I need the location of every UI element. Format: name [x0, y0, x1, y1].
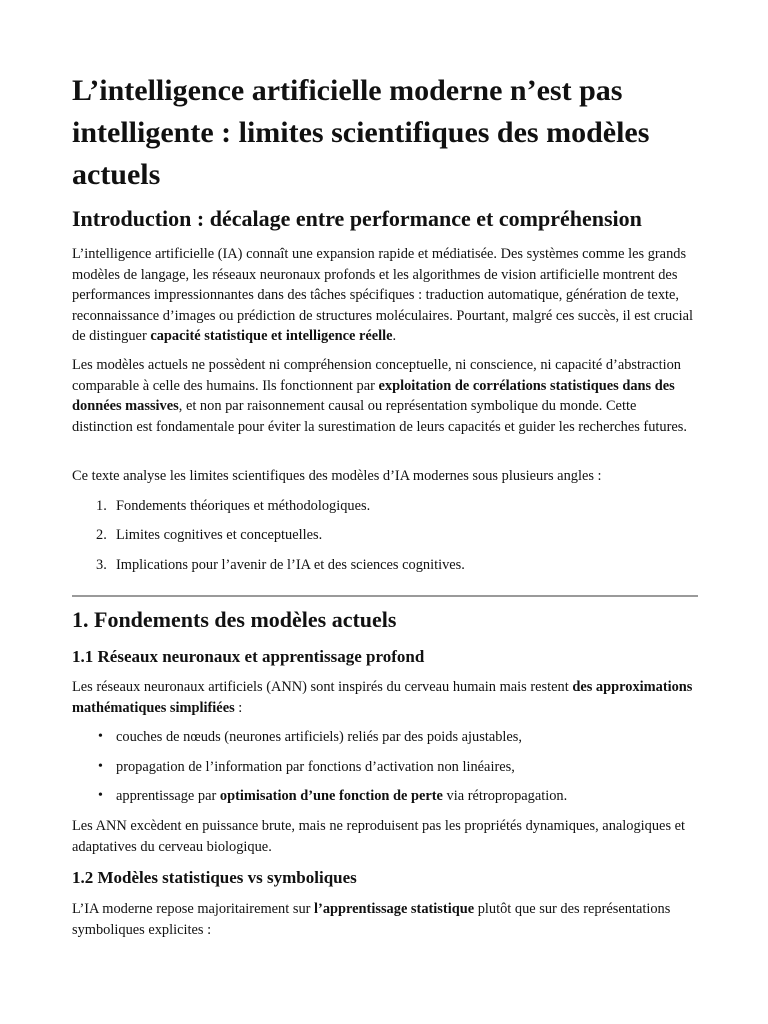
- list-item-text: Limites cognitives et conceptuelles.: [116, 527, 323, 543]
- intro-heading: Introduction : décalage entre performance et compréhension: [72, 206, 642, 231]
- intro-p1-text: L’intelligence artificielle (IA) connaît une expansion rapide et médiatisée. Des systèmes comme les grands modèles de langage, les réseaux neuronaux profonds et les algorithmes de vision artificielle montrent des performances impressionnantes dans des tâches spécifiques : traduction automatique, génération de texte, reconnaissance d’images ou prédiction de structures moléculaires. Pourtant, malgré ces succès, il est crucial de distinguer: [72, 246, 693, 345]
- intro-paragraph-2: [72, 355, 698, 437]
- section-1-2-heading: 1.2 Modèles statistiques vs symboliques: [72, 868, 357, 887]
- s11-p1-before: Les réseaux neuronaux artificiels (ANN) sont inspirés du cerveau humain mais restent: [72, 679, 573, 695]
- intro-paragraph-1: [72, 244, 698, 347]
- list-item-text: [116, 727, 522, 747]
- list-item-text: Implications pour l’avenir de l’IA et des sciences cognitives.: [116, 557, 465, 573]
- intro-p2-bold: exploitation de corrélations statistiques dans des données massives: [72, 377, 675, 415]
- list-item: [72, 496, 698, 516]
- bullet-glyph: •: [98, 788, 103, 803]
- s12-p1-before: L’IA moderne repose majoritairement sur: [72, 901, 315, 917]
- list-number: 3.: [96, 557, 107, 573]
- section-1-heading: 1. Fondements des modèles actuels: [72, 607, 397, 632]
- s12-p1-after: plutôt que sur des représentations symboliques explicites :: [72, 901, 671, 938]
- list-item-text: Fondements théoriques et méthodologiques.: [116, 498, 371, 514]
- section-divider: [72, 595, 698, 597]
- intro-paragraph-3: Ce texte analyse les limites scientifiques des modèles d’IA modernes sous plusieurs angles :: [72, 468, 602, 484]
- bullet-glyph: •: [98, 759, 103, 774]
- intro-p1-bold: capacité statistique et intelligence réelle: [150, 328, 393, 345]
- intro-p2-before: Les modèles actuels ne possèdent ni compréhension conceptuelle, ni conscience, ni capacité d’abstraction comparable à celle des humains. Ils fonctionnent par: [72, 357, 681, 394]
- document-title: L’intelligence artificielle moderne n’est pas intelligente : limites scientifiques des modèles actuels: [72, 74, 650, 191]
- bullet-text: propagation de l’information par fonctions d’activation non linéaires,: [116, 759, 515, 775]
- intro-p2-after: , et non par raisonnement causal ou représentation symbolique du monde. Cette distinction est fondamentale pour éviter la surestimation de leurs capacités et guider les recherches futures.: [72, 398, 687, 435]
- section-1-1-paragraph-1: [72, 677, 698, 718]
- list-item: [72, 727, 698, 747]
- section-1-2-paragraph-1: [72, 899, 698, 940]
- list-item: [72, 786, 698, 806]
- bullet-text-after: via rétropropagation.: [442, 788, 568, 804]
- list-item: [72, 555, 698, 575]
- bullet-text: apprentissage par: [116, 788, 220, 804]
- list-item: [72, 757, 698, 777]
- section-1-1-paragraph-2: Les ANN excèdent en puissance brute, mais ne reproduisent pas les propriétés dynamiques, analogiques et adaptatives du cerveau biologique.: [72, 818, 686, 855]
- list-item-text: [116, 786, 567, 806]
- section-1-1-heading: 1.1 Réseaux neuronaux et apprentissage profond: [72, 647, 425, 666]
- s11-p1-bold: des approximations mathématiques simplifiées: [72, 679, 693, 716]
- list-number: 1.: [96, 498, 107, 514]
- bullet-text: couches de nœuds (neurones artificiels) reliés par des poids ajustables,: [116, 729, 523, 745]
- list-number: 2.: [96, 527, 107, 543]
- bullet-bold-text: optimisation d’une fonction de perte: [219, 788, 443, 804]
- intro-p1-after: .: [392, 328, 397, 345]
- s12-p1-bold: l’apprentissage statistique: [314, 901, 475, 917]
- s11-p1-after: :: [234, 699, 243, 716]
- list-item-text: [116, 757, 515, 777]
- list-item: [72, 525, 698, 545]
- bullet-glyph: •: [98, 729, 103, 744]
